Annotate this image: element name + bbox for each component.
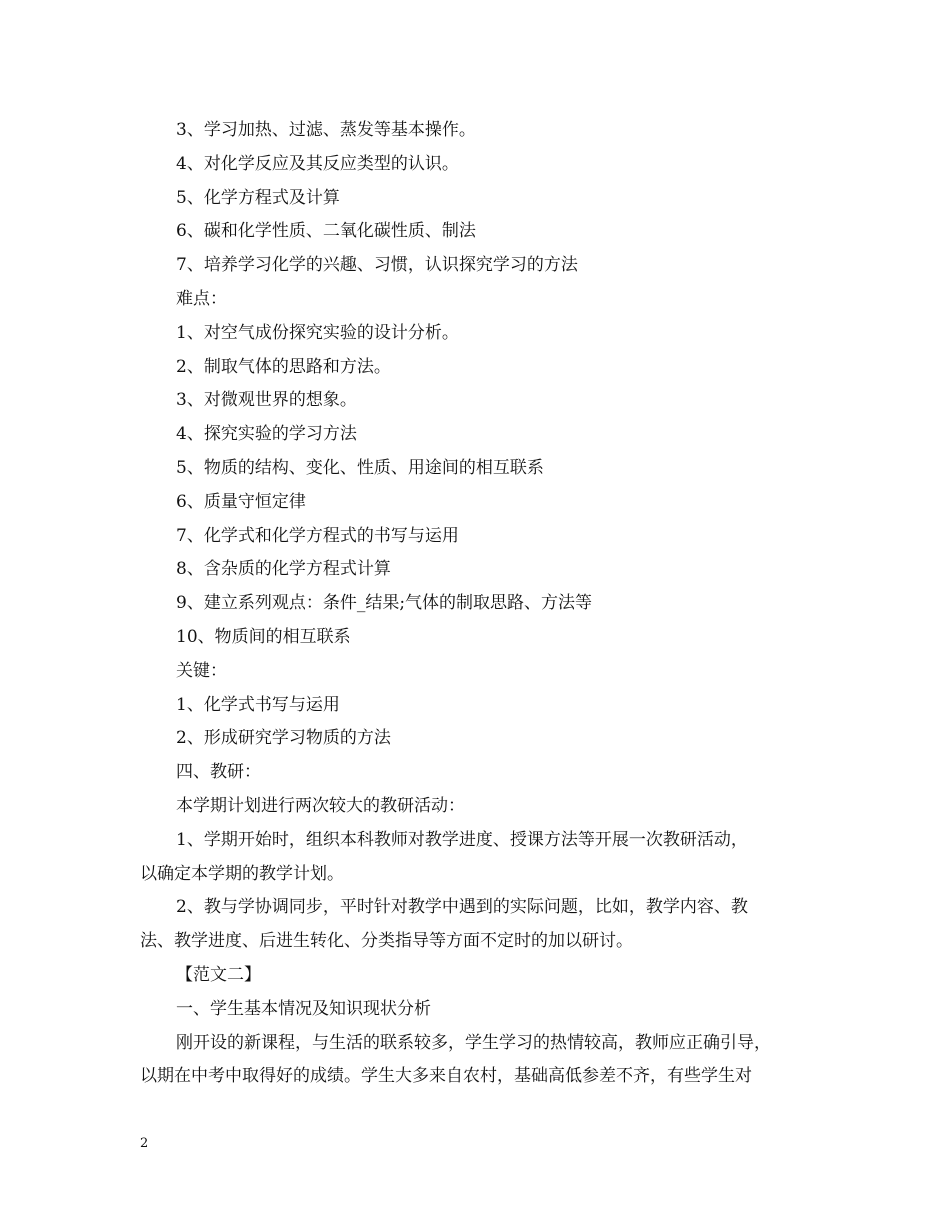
text-line: 本学期计划进行两次较大的教研活动： [176, 795, 465, 816]
text-line: 9、建立系列观点：条件_结果;气体的制取思路、方法等 [176, 593, 593, 614]
text-line: 3、学习加热、过滤、蒸发等基本操作。 [176, 120, 476, 140]
text-line: 难点： [176, 288, 227, 309]
text-line: 4、对化学反应及其反应类型的认识。 [176, 153, 459, 174]
text-line: 5、物质的结构、变化、性质、用途间的相互联系 [176, 457, 544, 478]
text-line: 刚开设的新课程，与生活的联系较多，学生学习的热情较高，教师应正确引导， [176, 1032, 771, 1053]
text-line: 2、制取气体的思路和方法。 [176, 356, 391, 377]
text-line: 2、教与学协调同步，平时针对教学中遇到的实际问题，比如，教学内容、教 [176, 897, 748, 918]
text-line: 以确定本学期的教学计划。 [140, 863, 344, 884]
text-line: 关键： [176, 660, 227, 681]
text-line: 6、质量守恒定律 [176, 491, 306, 512]
text-line: 1、学期开始时，组织本科教师对教学进度、授课方法等开展一次教研活动， [176, 829, 748, 850]
text-line: 7、化学式和化学方程式的书写与运用 [176, 525, 459, 546]
text-line: 6、碳和化学性质、二氧化碳性质、制法 [176, 221, 476, 242]
text-line: 1、化学式书写与运用 [176, 694, 340, 715]
text-line: 2、形成研究学习物质的方法 [176, 728, 391, 749]
text-line: 7、培养学习化学的兴趣、习惯，认识探究学习的方法 [176, 255, 578, 276]
text-line: 10、物质间的相互联系 [176, 626, 351, 647]
text-line: 以期在中考中取得好的成绩。学生大多来自农村，基础高低参差不齐，有些学生对 [140, 1066, 752, 1087]
text-line: 3、对微观世界的想象。 [176, 390, 357, 411]
text-line: 4、探究实验的学习方法 [176, 424, 357, 445]
text-line: 四、教研： [176, 762, 261, 783]
text-line: 【范文二】 [176, 964, 261, 985]
document-body [140, 114, 830, 1094]
text-line: 1、对空气成份探究实验的设计分析。 [176, 322, 459, 343]
text-line: 5、化学方程式及计算 [176, 187, 340, 208]
text-line: 一、学生基本情况及知识现状分析 [176, 998, 431, 1019]
page-number: 2 [140, 1136, 149, 1151]
text-line: 法、教学进度、后进生转化、分类指导等方面不定时的加以研讨。 [140, 931, 633, 952]
text-line: 8、含杂质的化学方程式计算 [176, 559, 391, 580]
